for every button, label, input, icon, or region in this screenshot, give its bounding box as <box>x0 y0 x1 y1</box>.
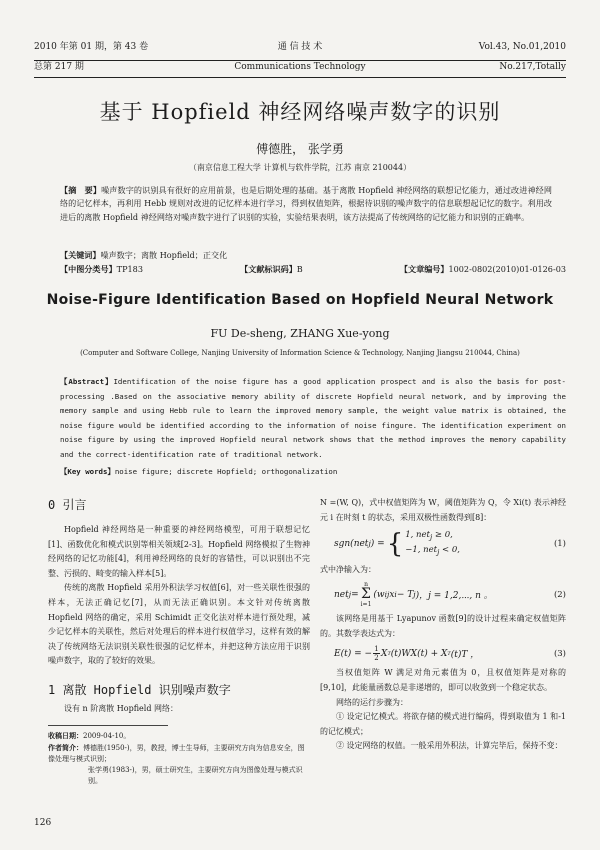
eq1-case-2-tail: < 0, <box>439 544 460 555</box>
step-2: ② 设定网络的权值。一般采用外积法，计算完毕后，保持不变： <box>336 741 563 751</box>
header-divider <box>34 60 566 61</box>
section-1-paragraph-1: 设有 n 阶离散 Hopfield 网络： <box>64 703 178 713</box>
author-bio-1: 傅德胜(1950-)，男，教授，博士生导师，主要研究方向为信息安全，图像处理与模式识别； <box>48 743 305 763</box>
keywords-en <box>60 465 566 480</box>
eq1-number: (1) <box>553 538 566 549</box>
footnote-divider <box>48 725 168 726</box>
issue-info: 2010 年第 01 期，第 43 卷 <box>34 42 149 52</box>
eq3-rhs-tail: (t)WX(t) + X <box>390 648 448 659</box>
equation-1: sgn(net j ) = { 1, net$_j$ ≥ 0, −1, net$_j$ < 0, (1) <box>334 528 566 559</box>
lyapunov-text: 该网络是用基于 Lyapunov 函数[9]的设计过程来确定权值矩阵的。其数学表达式为： <box>320 614 566 638</box>
clc-value: TP183 <box>116 264 143 274</box>
left-column <box>48 496 310 787</box>
right-column <box>320 496 566 754</box>
authors-cn: 傅德胜， 张学勇 <box>256 142 344 156</box>
clc-label: 【中图分类号】 <box>60 264 117 274</box>
keywords-cn-label: 【关键词】 <box>60 250 101 260</box>
eq1-case-1-tail: ≥ 0, <box>432 530 453 541</box>
article-number-value: 1002-0802(2010)01-0126-03 <box>448 264 566 274</box>
steps-intro: 网络的运行步骤为： <box>336 697 408 707</box>
eq1-brace: { <box>386 528 404 559</box>
eq1-lhs: sgn(net <box>334 538 369 549</box>
author-bio-2: 张学勇(1983-)，男，硕士研究生，主要研究方向为图像处理与模式识别。 <box>88 765 303 785</box>
eq3-lhs: E(t) = − <box>334 648 373 659</box>
eq1-case-1: 1, net <box>405 530 430 541</box>
eq1-case-2: −1, net <box>405 544 438 555</box>
paper-title-en: Noise-Figure Identification Based on Hopfield Neural Network <box>46 292 554 308</box>
eq2-body-end: − T <box>396 589 414 600</box>
author-bio-label: 作者简介： <box>48 742 83 752</box>
eq3-number: (3) <box>553 648 566 659</box>
total-issue-en: No.217,Totally <box>499 62 566 72</box>
classification-line <box>60 264 566 275</box>
abstract-cn <box>60 184 552 224</box>
abstract-cn-label: 【摘 要】 <box>60 185 102 195</box>
volume-info: Vol.43, No.01,2010 <box>478 42 566 52</box>
journal-header <box>34 40 566 78</box>
abstract-cn-text: 噪声数字的识别具有很好的应用前景，也是后期处理的基础。基于离散 Hopfield 神经网络的联想记忆能力，通过改进神经网络的记忆样本，再利用 Hebb 规则对改进的记忆样本进行学习，得到权值矩阵，根据待识别的噪声数字的信息联想起记忆的数字。利用改进后的离散 Hopfield 神经网络对噪声数字进行了识别的实验，实验结果表明，该方法提高了传统网络的记忆能力和识别的正确率。 <box>60 185 552 222</box>
article-number-label: 【文章编号】 <box>399 264 449 274</box>
doc-code-label: 【文献标识码】 <box>240 264 297 274</box>
eq3-rhs: X <box>381 648 388 659</box>
section-0-paragraph-2: 传统的离散 Hopfield 采用外积法学习权值[6]，对一些关联性很强的样本，无法正确记忆[7]，从而无法正确识别。本文针对传统离散 Hopfield 网络的确定，采用 Schimidt 正交化法对样本进行预处理，减少记忆样本的关联性，然后对处理后的样本进行权值学习，这样有效的解决了传统网络无法识别关联性很强的记忆样本，并把这种方法应用于识别噪声数字，取的了较好的效果。 <box>48 583 310 666</box>
authors-en: FU De-sheng, ZHANG Xue-yong <box>210 327 390 340</box>
keywords-en-label: 【Key words】 <box>60 466 115 476</box>
keywords-cn-text: 噪声数字；离散 Hopfield；正交化 <box>100 250 228 260</box>
eq2-body: (w <box>373 589 385 600</box>
equation-3: E(t) = − $\frac{1}{2}$ X T (t)WX(t) + X T (t)T ， (3) <box>334 645 566 663</box>
abstract-en-text: Identification of the noise figure has a good application prospect and is also the basis for post-processing .Based on the associative memory ability of discrete Hopfield neural network, and by improving the memory sample and using Hebb rule to learn the improved memory sample, the weight value matrix is obtained, the noise figure would be identified according to the information of noise fingure. The identification experiment on noise figure by using the improved Hopfield neural network shows that the method improves the memory capability and the correct-identification rate of traditional network. <box>60 377 566 459</box>
eq2-number: (2) <box>553 589 566 600</box>
summation-symbol: n Σ i=1 <box>360 581 372 609</box>
eq2-range: )，j = 1,2,⋯, n 。 <box>415 591 493 602</box>
eq2-body-tail: x <box>389 589 395 600</box>
affiliation-cn: （南京信息工程大学 计算机与软件学院，江苏 南京 210044） <box>188 163 412 172</box>
section-1-heading: 1 离散 Hopfield 识别噪声数字 <box>48 682 231 697</box>
network-definition-text: N =(W, Q)，式中权值矩阵为 W，阈值矩阵为 Q，令 Xi(t) 表示神经元 i 在时刻 t 的状态，采用双极性函数得到[8]： <box>320 498 566 522</box>
net-input-text: 式中净输入为： <box>320 564 376 574</box>
journal-name-cn: 通 信 技 术 <box>277 42 323 52</box>
section-0-paragraph-1: Hopfield 神经网络是一种重要的神经网络模型，可用于联想记忆[1]、函数优化和模式识别等相关领域[2-3]。Hopfield 网络模拟了生物神经网络的记忆功能[4]，利用神经网络的良好的容错性，可以识别出不完整、污损的、畸变的输入样本[5]。 <box>48 525 310 578</box>
page-number: 126 <box>34 818 52 828</box>
total-issue-cn: 总第 217 期 <box>34 62 84 72</box>
affiliation-en: (Computer and Software College, Nanjing University of Information Science & Technology, Nanjing Jiangsu 210044, China) <box>80 349 520 357</box>
abstract-en <box>60 375 566 479</box>
footnotes <box>48 730 310 787</box>
half-fraction: $\frac{1}{2}$ <box>374 645 379 663</box>
eq3-rhs-end: (t)T ， <box>450 650 480 661</box>
step-1: ① 设定记忆模式。将欲存储的模式进行编码，得到取值为 1 和-1 的记忆模式； <box>320 712 566 736</box>
header-bottom-rule <box>34 77 566 78</box>
keywords-cn <box>60 250 552 261</box>
paper-title-cn: 基于 Hopfield 神经网络噪声数字的识别 <box>99 100 501 124</box>
abstract-en-label: 【Abstract】 <box>60 377 114 386</box>
weight-condition-text: 当权值矩阵 W 满足对角元素值为 0，且权值矩阵是对称的[9,10]，此能量函数总是非递增的，即可以收敛到一个稳定状态。 <box>320 668 566 692</box>
eq2-lhs: net <box>334 589 349 600</box>
journal-name-en: Communications Technology <box>234 62 366 72</box>
received-label: 收稿日期： <box>48 730 83 740</box>
equation-2: net j = n Σ i=1 (w ij x i − T j )，j = 1,2,⋯, n 。 (2) <box>334 581 566 609</box>
keywords-en-text: noise figure; discrete Hopfield; orthogonalization <box>114 466 338 476</box>
section-0-heading: 0 引言 <box>48 498 87 512</box>
received-date: 2009-04-10。 <box>83 731 131 740</box>
doc-code-value: B <box>296 264 303 274</box>
